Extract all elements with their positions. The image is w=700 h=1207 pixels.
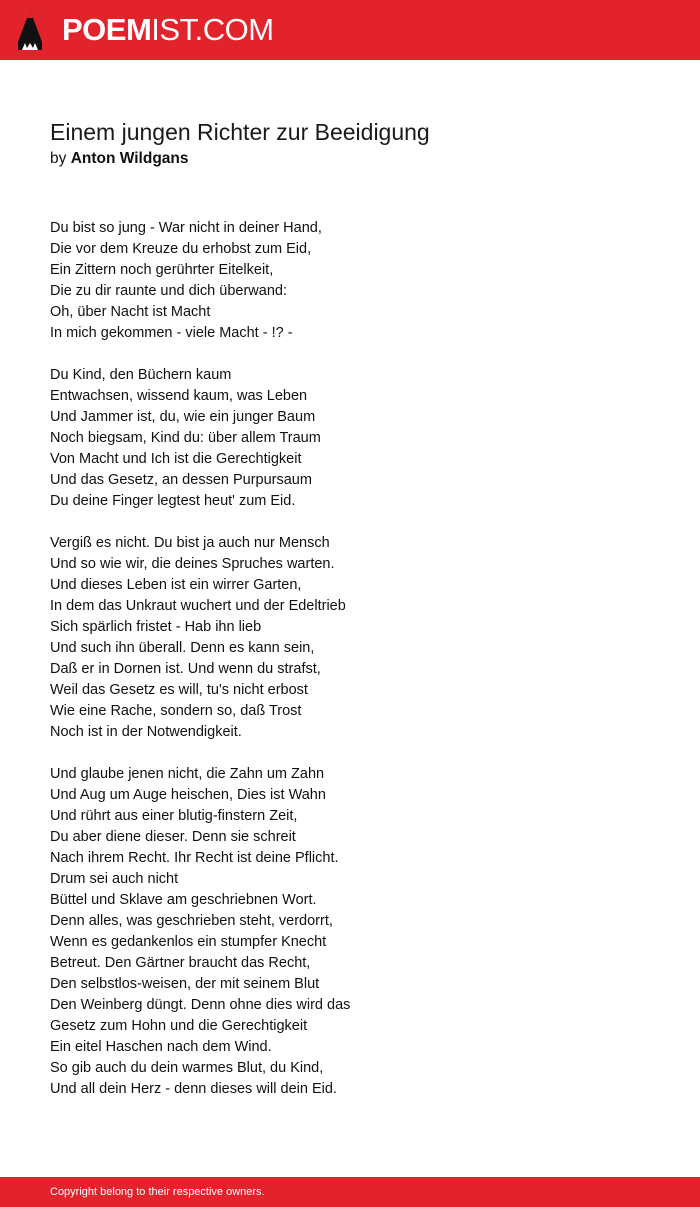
pencil-icon[interactable]	[17, 9, 43, 51]
poem-line: Büttel und Sklave am geschriebnen Wort.	[50, 892, 317, 908]
poem-line: Weil das Gesetz es will, tu's nicht erbost	[50, 682, 308, 698]
poem-line: Noch biegsam, Kind du: über allem Traum	[50, 430, 321, 446]
poem-line: Die zu dir raunte und dich überwand:	[50, 283, 287, 299]
copyright-text: Copyright belong to their respective owners.	[50, 1186, 265, 1198]
stanza	[50, 533, 350, 743]
poem-line: Entwachsen, wissend kaum, was Leben	[50, 388, 308, 404]
poem-line: Wenn es gedankenlos ein stumpfer Knecht	[50, 934, 327, 950]
poem-line: Denn alles, was geschrieben steht, verdorrt,	[50, 913, 333, 929]
poem-line: Wie eine Rache, sondern so, daß Trost	[50, 703, 302, 719]
poem-line: Und Aug um Auge heischen, Dies ist Wahn	[50, 787, 326, 803]
poem-line: Oh, über Nacht ist Macht	[50, 304, 211, 320]
poem-line: Und all dein Herz - denn dieses will dein Eid.	[50, 1081, 337, 1097]
poem-line: Du aber diene dieser. Denn sie schreit	[50, 829, 296, 845]
poem-line: Und Jammer ist, du, wie ein junger Baum	[50, 409, 316, 425]
poem-line: Und so wie wir, die deines Spruches warten.	[50, 556, 335, 572]
poem-line: Und das Gesetz, an dessen Purpursaum	[50, 472, 312, 488]
poem-line: Von Macht und Ich ist die Gerechtigkeit	[50, 451, 302, 467]
poem-line: So gib auch du dein warmes Blut, du Kind,	[50, 1060, 324, 1076]
poem-line: Noch ist in der Notwendigkeit.	[50, 724, 242, 740]
poem-line: Drum sei auch nicht	[50, 871, 179, 887]
poem-line: Und glaube jenen nicht, die Zahn um Zahn	[50, 766, 325, 782]
poem-line: Gesetz zum Hohn und die Gerechtigkeit	[50, 1018, 308, 1034]
poem-line: Und dieses Leben ist ein wirrer Garten,	[50, 577, 302, 593]
author-name: Anton Wildgans	[70, 150, 189, 167]
poem-line: Den Weinberg düngt. Denn ohne dies wird das	[50, 997, 351, 1013]
byline-prefix: by	[50, 150, 67, 167]
poem-line: Vergiß es nicht. Du bist ja auch nur Mensch	[50, 535, 330, 551]
stanza	[50, 764, 350, 1100]
poem-line: Und rührt aus einer blutig-finstern Zeit,	[50, 808, 298, 824]
site-header	[0, 0, 700, 60]
poem-line: Sich spärlich fristet - Hab ihn lieb	[50, 619, 262, 635]
poem-line: Du Kind, den Büchern kaum	[50, 367, 232, 383]
logo-bold-text: POEM	[62, 12, 152, 47]
poem-title: Einem jungen Richter zur Beeidigung	[50, 119, 430, 145]
stanza	[50, 218, 350, 344]
poem-line: Ein Zittern noch gerührter Eitelkeit,	[50, 262, 274, 278]
poem-line: In dem das Unkraut wuchert und der Edeltrieb	[50, 598, 346, 614]
poem-line: In mich gekommen - viele Macht - !? -	[50, 325, 293, 341]
poem-line: Du deine Finger legtest heut' zum Eid.	[50, 493, 296, 509]
poem-line: Betreut. Den Gärtner braucht das Recht,	[50, 955, 311, 971]
stanza	[50, 365, 350, 512]
poem-line: Und such ihn überall. Denn es kann sein,	[50, 640, 315, 656]
site-footer	[0, 1177, 700, 1207]
poem-line: Du bist so jung - War nicht in deiner Hand,	[50, 220, 322, 236]
site-logo[interactable]	[62, 10, 274, 50]
poem-line: Ein eitel Haschen nach dem Wind.	[50, 1039, 272, 1055]
logo-light-text: IST.COM	[151, 12, 274, 47]
poem-line: Daß er in Dornen ist. Und wenn du strafst,	[50, 661, 321, 677]
poem-body	[50, 218, 350, 1121]
poem-line: Die vor dem Kreuze du erhobst zum Eid,	[50, 241, 312, 257]
poem-line: Nach ihrem Recht. Ihr Recht ist deine Pflicht.	[50, 850, 339, 866]
byline	[50, 148, 189, 170]
poem-line: Den selbstlos-weisen, der mit seinem Blut	[50, 976, 320, 992]
